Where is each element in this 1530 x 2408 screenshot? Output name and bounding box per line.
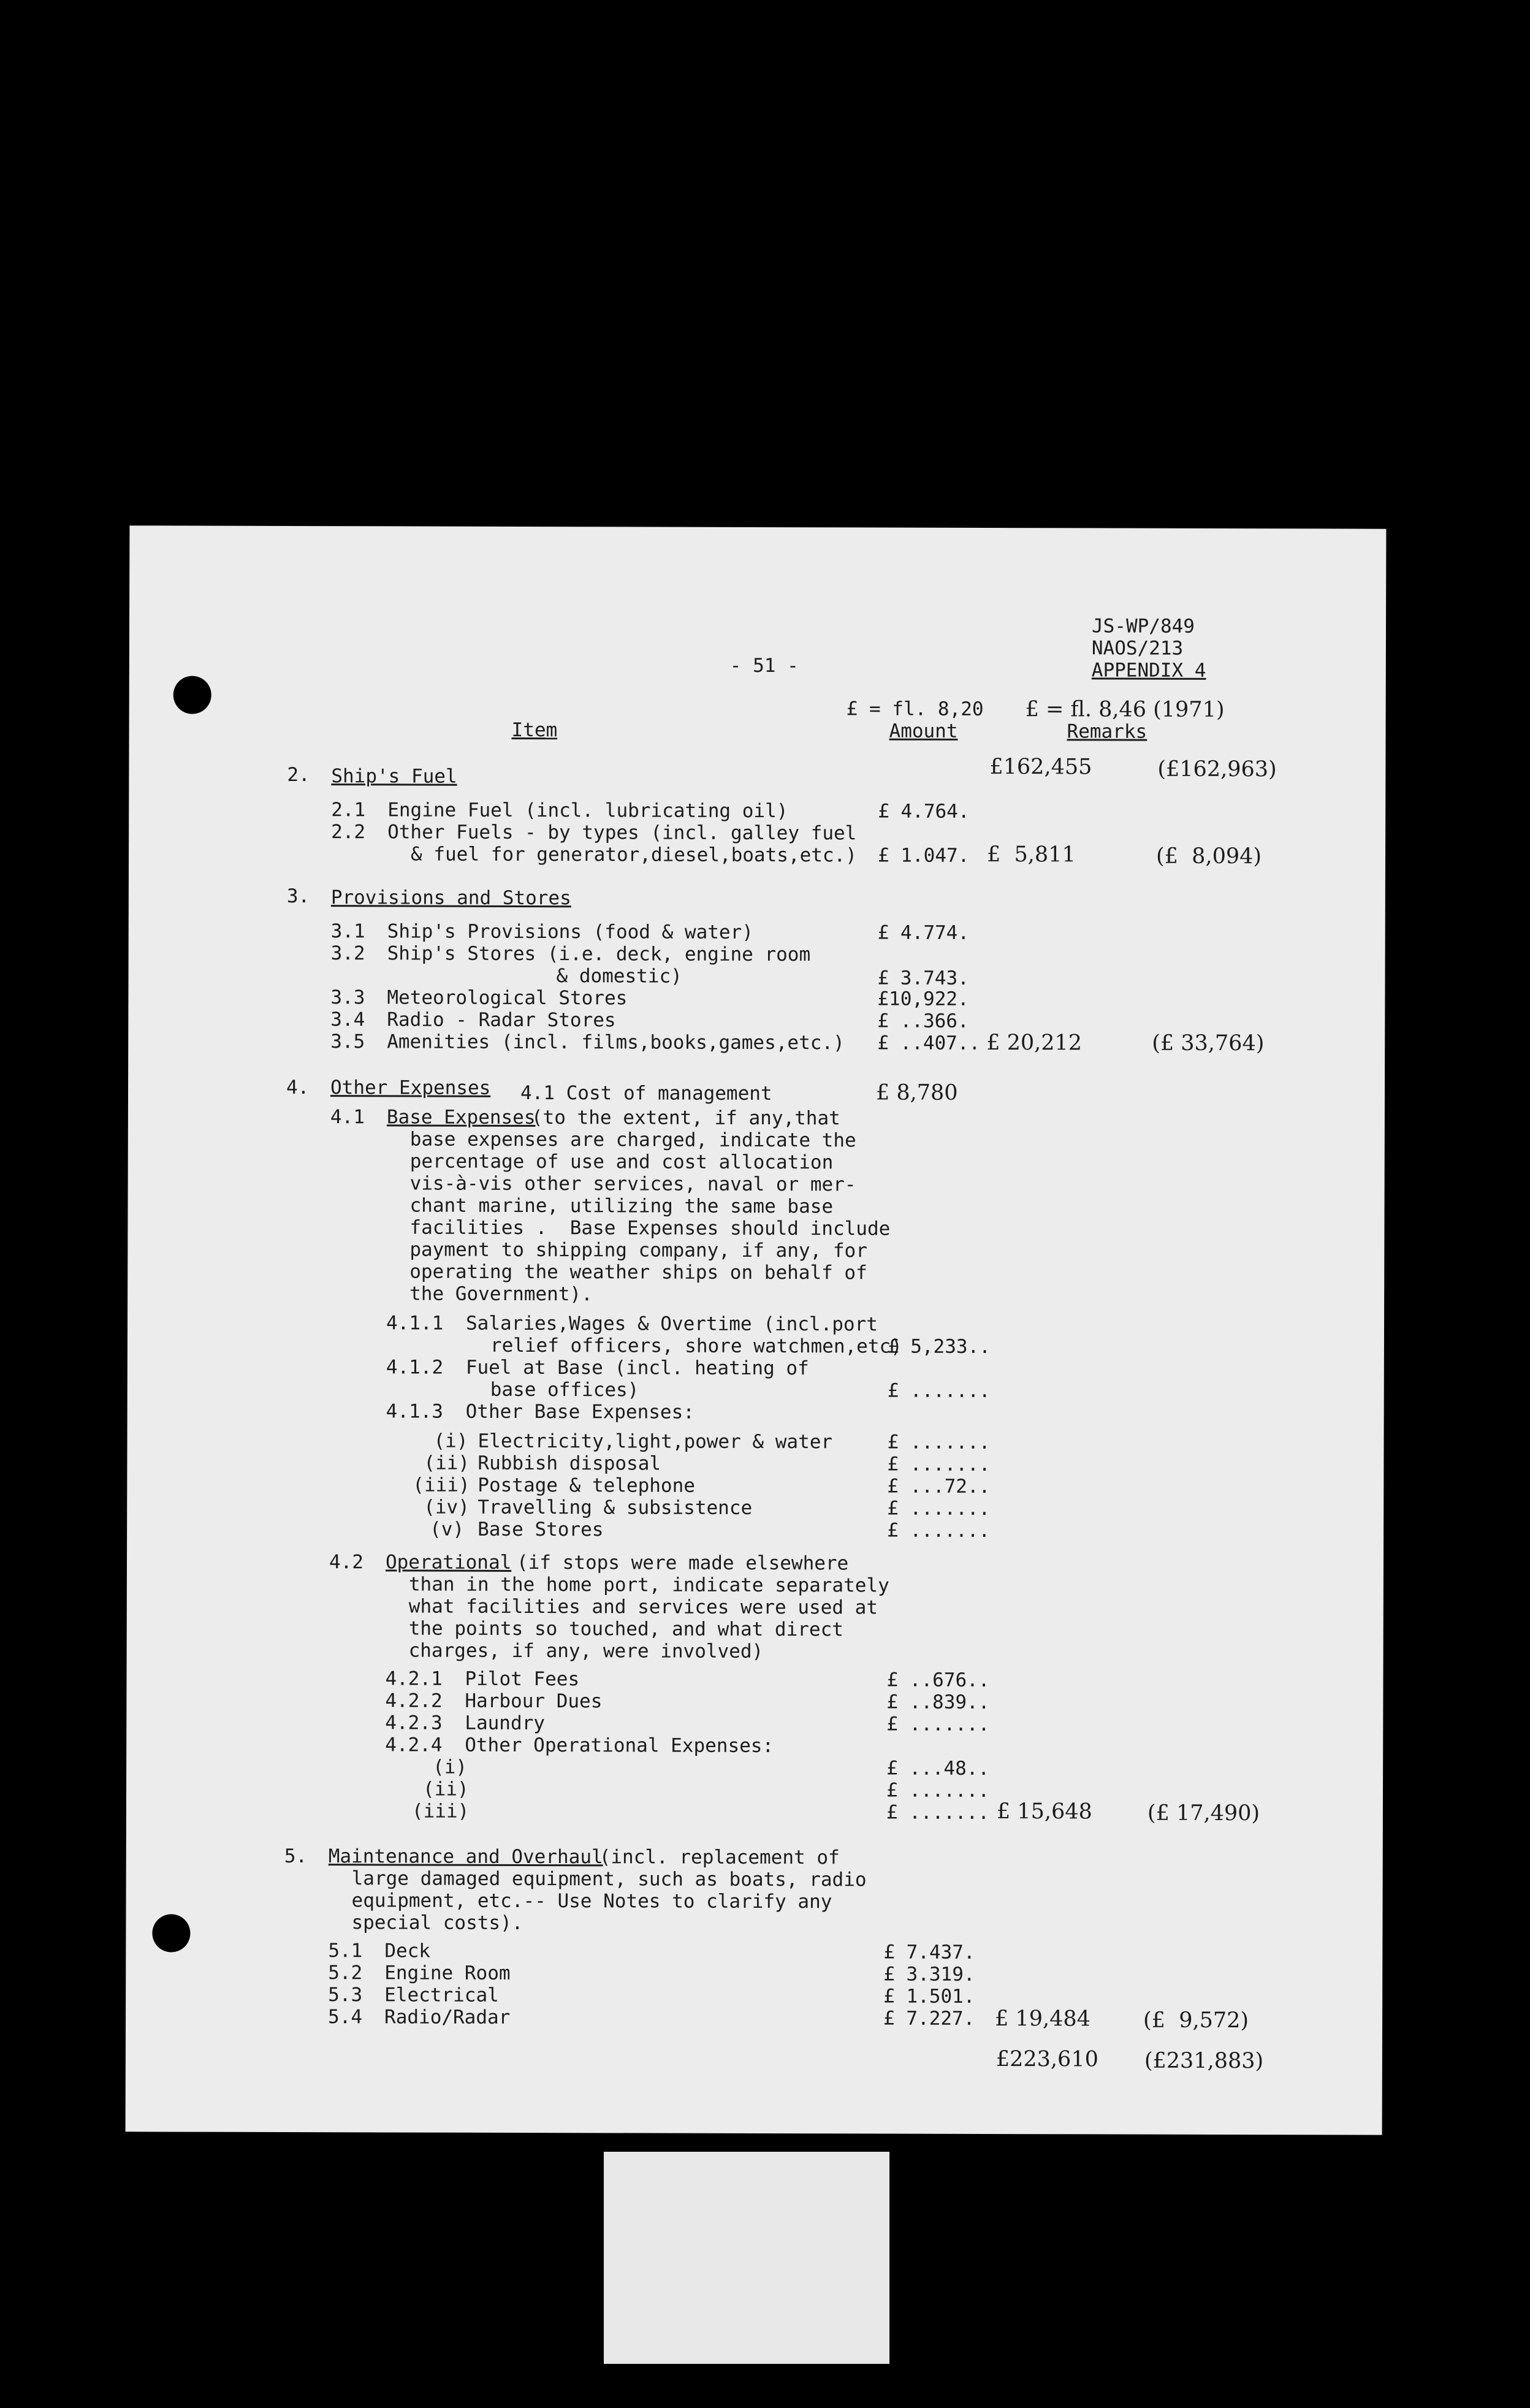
line-number: 4.2.2 (385, 1690, 443, 1712)
reference-code: NAOS/213 (1091, 637, 1184, 660)
line-text: & domestic) (556, 965, 682, 988)
line-amount: £ 1.047. (877, 844, 970, 867)
section-subtotal-remark: (£ 33,764) (1152, 1031, 1265, 1056)
line-text: (incl. replacement of (599, 1846, 840, 1869)
list-item-number: (iii) (411, 1800, 470, 1823)
line-text: Harbour Dues (465, 1690, 603, 1713)
list-item-number: (i) (433, 1756, 468, 1778)
line-text: Pilot Fees (465, 1667, 580, 1691)
line-number: 4.2.1 (385, 1667, 443, 1690)
line-number: 3.4 (330, 1008, 365, 1031)
line-number: 4.1 (330, 1106, 365, 1129)
line-text: Electrical (384, 1984, 499, 2006)
line-text: Laundry (465, 1712, 546, 1735)
line-amount: £ 3.319. (883, 1963, 975, 1986)
section-number: 2. (287, 763, 310, 787)
punch-hole (173, 676, 211, 714)
line-amount: £10,922. (877, 988, 969, 1010)
line-number: 3.5 (330, 1031, 365, 1053)
line-number: 3.1 (330, 920, 365, 943)
line-text: Engine Room (384, 1962, 511, 1984)
list-item-text: Electricity,light,power & water (478, 1430, 833, 1454)
line-text: equipment, etc.-- Use Notes to clarify any (351, 1889, 832, 1913)
list-item-number: (iii) (413, 1474, 470, 1496)
line-text: Meteorological Stores (387, 986, 628, 1010)
line-text: Radio/Radar (384, 2006, 511, 2029)
list-item-text: Travelling & subsistence (478, 1496, 753, 1519)
column-header-amount: Amount (889, 720, 958, 742)
line-number: 5.1 (328, 1940, 363, 1962)
line-amount: £ 3.743. (877, 967, 969, 989)
line-text: relief officers, shore watchmen,etc) (490, 1334, 902, 1358)
section-subtotal-remark: (£ 8,094) (1155, 844, 1262, 869)
line-text: Deck (384, 1940, 431, 1962)
line-text: Other Fuels - by types (incl. galley fuel (387, 821, 857, 845)
line-number: 4.1.1 (386, 1312, 444, 1335)
line-text: Other Operational Expenses: (465, 1734, 774, 1758)
line-text: than in the home port, indicate separately (408, 1573, 889, 1597)
line-text: Other Base Expenses: (465, 1400, 695, 1423)
section-subtotal: £ 5,811 (986, 842, 1076, 867)
line-number: 4.1.2 (386, 1356, 444, 1379)
section-subtotal-remark: (£ 9,572) (1143, 2008, 1249, 2033)
section-subtotal-remark: (£ 17,490) (1147, 1800, 1260, 1826)
list-item-amount: £ ....... (886, 1779, 990, 1802)
line-text: charges, if any, were involved) (408, 1639, 764, 1663)
line-number: 4.2 (329, 1551, 364, 1574)
line-amount: £ ....... (887, 1379, 991, 1403)
list-item-amount: £ ....... (886, 1801, 989, 1824)
column-header-remarks: Remarks (1067, 720, 1148, 743)
page-number: - 51 - (729, 654, 799, 677)
line-amount: £ 7.437. (883, 1941, 975, 1964)
list-item-text: Postage & telephone (478, 1474, 695, 1497)
line-text: (if stops were made elsewhere (516, 1551, 849, 1575)
list-item-amount: £ ....... (887, 1497, 991, 1520)
reference-code: JS-WP/849 (1091, 615, 1195, 638)
line-text: facilities . Base Expenses should include (409, 1216, 891, 1240)
list-item-number: (i) (433, 1430, 468, 1452)
line-text: special costs). (351, 1911, 523, 1935)
line-text: Radio - Radar Stores (387, 1008, 616, 1032)
line-number: 5.2 (328, 1962, 363, 1984)
list-item-amount: £ ....... (887, 1431, 991, 1454)
line-number: 2.2 (331, 821, 366, 844)
grand-total: £223,610 (995, 2047, 1098, 2072)
line-text: the Government). (409, 1282, 593, 1306)
list-item-number: (v) (430, 1518, 465, 1541)
line-text: Fuel at Base (incl. heating of (465, 1356, 809, 1380)
line-number: 2.1 (331, 799, 366, 821)
line-text: payment to shipping company, if any, for (409, 1238, 867, 1262)
list-item-amount: £ ....... (887, 1453, 991, 1476)
line-number: 4.2.3 (385, 1712, 443, 1734)
document-page (126, 525, 1387, 2135)
line-number: 5.4 (328, 2006, 363, 2029)
line-text: base offices) (490, 1378, 639, 1401)
list-item-text: Rubbish disposal (478, 1452, 661, 1475)
line-amount: £ ..366. (877, 1010, 969, 1032)
line-text: Ship's Stores (i.e. deck, engine room (387, 942, 811, 966)
section-total-remark: (£162,963) (1157, 756, 1277, 782)
section-number: 5. (284, 1845, 308, 1868)
section-title: Ship's Fuel (331, 765, 457, 788)
section-title: Maintenance and Overhaul (328, 1845, 603, 1869)
line-text: operating the weather ships on behalf of (409, 1260, 867, 1284)
line-number: 5.3 (328, 1984, 363, 2006)
line-text: Amenities (incl. films,books,games,etc.) (387, 1031, 845, 1054)
line-text: base expenses are charged, indicate the (409, 1128, 856, 1152)
list-item-number: (iv) (424, 1496, 470, 1518)
line-number: 3.3 (330, 986, 365, 1009)
line-amount: £ 4.774. (877, 921, 970, 944)
line-number: 4.1.3 (386, 1400, 444, 1423)
punch-hole (152, 1914, 190, 1952)
appendix-label: APPENDIX 4 (1091, 659, 1206, 682)
line-amount: £ ..839.. (886, 1691, 990, 1714)
line-text: Ship's Provisions (food & water) (387, 920, 753, 943)
list-item-amount: £ ...72.. (887, 1475, 991, 1498)
list-item-number: (ii) (422, 1778, 469, 1800)
subsection-title: Operational (385, 1551, 512, 1574)
blank-card (604, 2152, 889, 2364)
section-number: 3. (286, 885, 310, 908)
line-text: (to the extent, if any,that (531, 1107, 840, 1130)
line-text: what facilities and services were used at (408, 1595, 878, 1619)
line-text: large damaged equipment, such as boats, radio (351, 1867, 867, 1891)
subsection-title: Base Expenses (386, 1106, 536, 1129)
column-header-item: Item (511, 718, 558, 742)
line-text: the points so touched, and what direct (408, 1617, 843, 1641)
section-number: 4. (286, 1076, 310, 1099)
list-item-amount: £ ...48.. (886, 1757, 990, 1780)
list-item-text: Base Stores (478, 1518, 604, 1541)
line-amount: £ ....... (886, 1713, 990, 1736)
section-subtotal: £ 19,484 (995, 2006, 1090, 2032)
line-amount: £ 5,233.. (887, 1335, 991, 1358)
line-text: Engine Fuel (incl. lubricating oil) (387, 799, 788, 823)
line-text: Salaries,Wages & Overtime (incl.port (465, 1312, 878, 1336)
grand-total-remark: (£231,883) (1144, 2048, 1264, 2074)
line-amount: £ 1.501. (883, 1985, 975, 2008)
line-text: & fuel for generator,diesel,boats,etc.) (410, 843, 857, 867)
exchange-rate-amount: £ = fl. 8,20 (846, 698, 984, 720)
line-text: vis-à-vis other services, naval or mer- (409, 1172, 856, 1196)
line-amount: £ 4.764. (878, 800, 970, 823)
line-amount: £ ..407.. (877, 1032, 981, 1054)
list-item-amount: £ ....... (887, 1519, 991, 1542)
exchange-rate-remarks: £ = fl. 8,46 (1971) (1025, 697, 1225, 722)
line-text: percentage of use and cost allocation (409, 1150, 834, 1174)
management-cost-amount: £ 8,780 (875, 1080, 958, 1105)
line-amount: £ ..676.. (886, 1669, 990, 1692)
line-text: chant marine, utilizing the same base (409, 1194, 834, 1218)
line-amount: £ 7.227. (883, 2007, 975, 2030)
section-subtotal: £ 15,648 (996, 1799, 1092, 1824)
line-number: 3.2 (330, 942, 365, 965)
list-item-number: (ii) (424, 1452, 470, 1474)
section-title: Provisions and Stores (330, 886, 571, 910)
section-title: Other Expenses (330, 1076, 491, 1099)
section-subtotal: £ 20,212 (986, 1030, 1083, 1056)
management-cost-line: 4.1 Cost of management (520, 1081, 772, 1105)
section-total: £162,455 (989, 754, 1092, 780)
line-number: 4.2.4 (385, 1734, 443, 1756)
